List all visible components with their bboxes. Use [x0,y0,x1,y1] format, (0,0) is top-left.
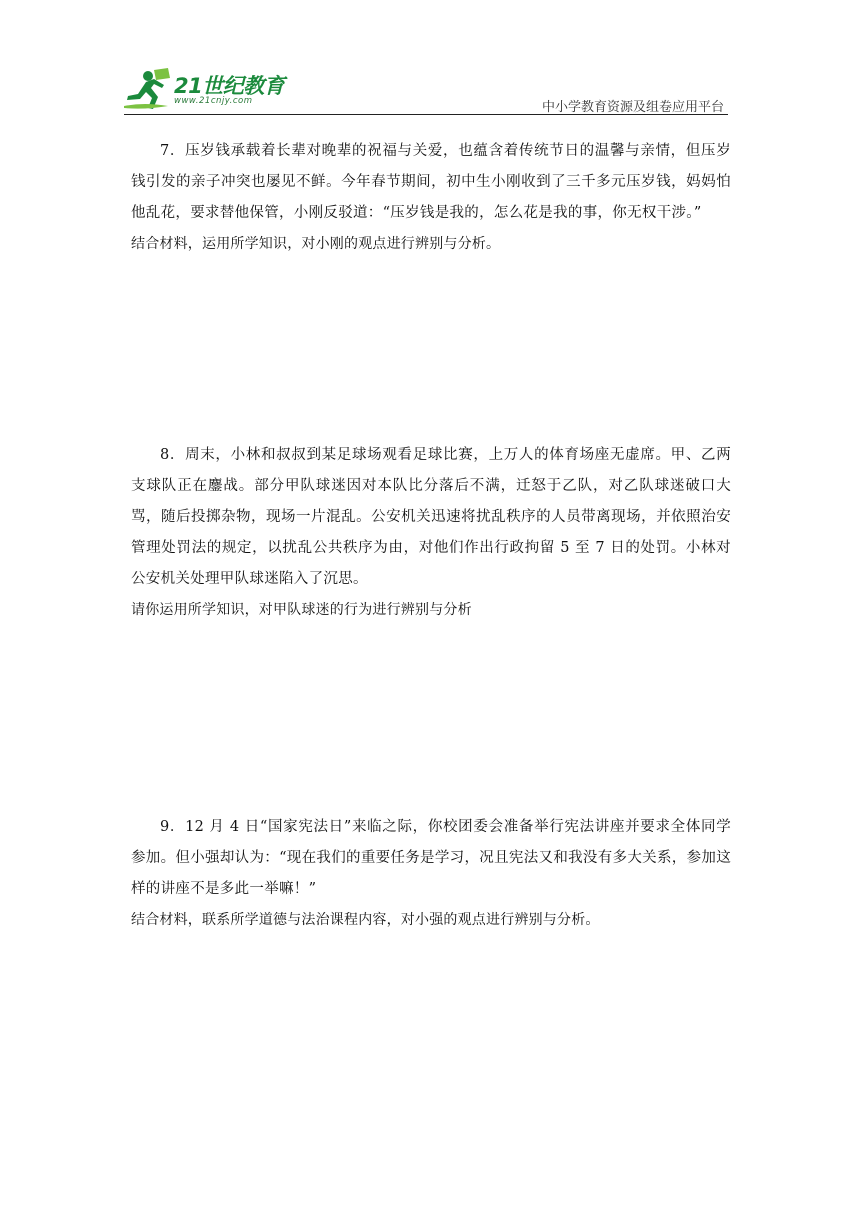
question-task: 结合材料，运用所学知识，对小刚的观点进行辨别与分析。 [131,236,501,252]
runner-logo-icon [124,66,176,112]
question-task: 结合材料，联系所学道德与法治课程内容，对小强的观点进行辨别与分析。 [131,912,600,928]
logo [124,66,294,114]
question-text: 9．12 月 4 日“国家宪法日”来临之际，你校团委会准备举行宪法讲座并要求全体同学参加。但小强却认为：“现在我们的重要任务是学习，况且宪法又和我没有多大关系，参加这样的讲座不是多此一举嘛！” [131,819,731,897]
logo-url: www.21cnjy.com [174,96,253,106]
question-task: 请你运用所学知识，对甲队球迷的行为进行辨别与分析 [131,602,472,618]
platform-label: 中小学教育资源及组卷应用平台 [541,100,724,115]
question-text: 8．周末，小林和叔叔到某足球场观看足球比赛，上万人的体育场座无虚席。甲、乙两支球队正在鏖战。部分甲队球迷因对本队比分落后不满，迁怒于乙队，对乙队球迷破口大骂，随后投掷杂物，现场一片混乱。公安机关迅速将扰乱秩序的人员带离现场，并依照治安管理处罚法的规定，以扰乱公共秩序为由，对他们作出行政拘留 5 至 7 日的处罚。小林对公安机关处理甲队球迷陷入了沉思。 [131,447,731,587]
question-8 [131,440,731,626]
question-9 [131,812,731,936]
header-divider [124,114,728,115]
logo-text: 21世纪教育 [174,74,285,98]
page-header [0,0,860,120]
question-7 [131,136,731,260]
question-text: 7．压岁钱承载着长辈对晚辈的祝福与关爱，也蕴含着传统节日的温馨与亲情，但压岁钱引发的亲子冲突也屡见不鲜。今年春节期间，初中生小刚收到了三千多元压岁钱，妈妈怕他乱花，要求替他保管，小刚反驳道：“压岁钱是我的，怎么花是我的事，你无权干涉。” [131,143,731,221]
